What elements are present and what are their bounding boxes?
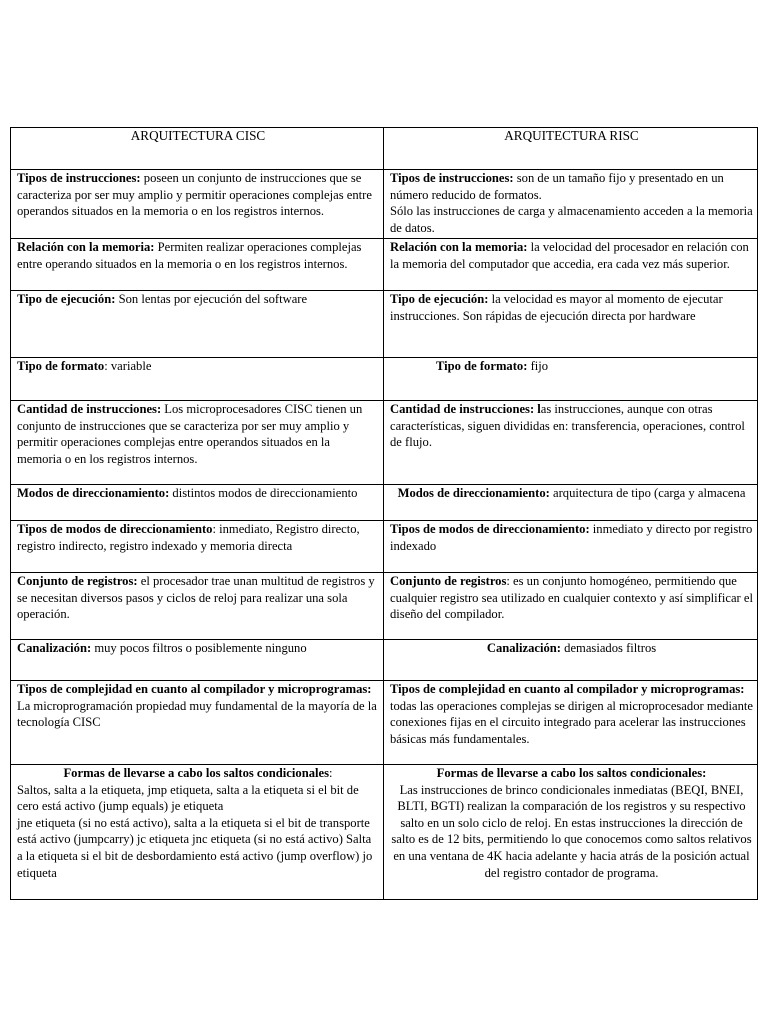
row-text: muy pocos filtros o posiblemente ninguno — [91, 641, 307, 655]
cell-risc — [384, 401, 758, 485]
cell-cisc — [11, 640, 384, 681]
cell-risc — [384, 765, 758, 900]
cell-risc — [384, 640, 758, 681]
row-text: Permiten realizar operaciones complejas entre operando situados en la memoria o en los registros internos. — [17, 240, 362, 271]
row-text: : es un conjunto homogéneo, permitiendo que cualquier registro sea utilizado en cualquier contexto y así simplificar el diseño del compilador. — [390, 574, 753, 622]
row-label: Canalización: — [17, 641, 92, 655]
row-text: : variable — [104, 359, 152, 373]
row-label: Tipos de modos de direccionamiento: — [390, 522, 590, 536]
row-label: Tipo de formato — [17, 359, 105, 373]
row-text: arquitectura de tipo (carga y almacena — [549, 486, 746, 500]
cell-cisc — [11, 170, 384, 239]
table-row — [11, 681, 758, 765]
row-label: Tipo de ejecución: — [390, 292, 489, 306]
table-row — [11, 573, 758, 640]
row-label: Tipo de formato: — [436, 359, 528, 373]
row-text: demasiados filtros — [561, 641, 657, 655]
row-text: todas las operaciones complejas se dirigen al microprocesador mediante conexiones fijas en el circuito integrado para acelerar las instrucciones básicas más fundamentales. — [390, 698, 753, 746]
row-label: Tipo de ejecución: — [17, 292, 116, 306]
cell-cisc — [11, 573, 384, 640]
row-text: as instrucciones, aunque con otras características, siguen divididas en: transferencia, operaciones, control de flujo. — [390, 402, 745, 450]
row-text: La microprogramación propiedad muy fundamental de la mayoría de la tecnología CISC — [17, 698, 377, 730]
row-label: Cantidad de instrucciones: l — [390, 402, 541, 416]
table-row — [11, 640, 758, 681]
row-label: Canalización: — [486, 641, 562, 655]
table-row — [11, 239, 758, 291]
row-text: distintos modos de direccionamiento — [169, 486, 358, 500]
cell-cisc — [11, 358, 384, 401]
row-label: Formas de llevarse a cabo los saltos condicionales: — [436, 766, 707, 780]
row-text: Las instrucciones de brinco condicionales inmediatas (BEQI, BNEI, BLTI, BGTI) realizan la comparación de los registros y su respectivo salto en un solo ciclo de reloj. En estas instrucciones la dirección de salto es de 12 bits, permitiendo lo que conocemos como saltos relativos en una ventana de 4K hacia adelante y hacia atrás de la posición actual del registro contador de programa. — [391, 782, 752, 880]
row-label: Tipos de instrucciones: — [17, 171, 141, 185]
cell-cisc — [11, 401, 384, 485]
row-label: Relación con la memoria: — [390, 240, 528, 254]
cell-cisc — [11, 765, 384, 900]
row-label: Conjunto de registros — [390, 574, 507, 588]
row-label: Tipos de modos de direccionamiento — [17, 522, 213, 536]
comparison-table — [10, 127, 758, 900]
table-header-row — [11, 128, 758, 170]
row-text: inmediato y directo por registro indexado — [390, 522, 753, 553]
header-risc: ARQUITECTURA RISC — [384, 128, 758, 170]
row-label: Tipos de complejidad en cuanto al compilador y microprogramas: — [17, 682, 372, 696]
cell-risc — [384, 485, 758, 521]
table-row — [11, 358, 758, 401]
row-label: Modos de direccionamiento: — [397, 486, 550, 500]
cell-risc — [384, 291, 758, 358]
row-label: Conjunto de registros: — [17, 574, 138, 588]
row-label: Relación con la memoria: — [17, 240, 155, 254]
cell-risc — [384, 521, 758, 573]
row-label: Tipos de complejidad en cuanto al compilador y microprogramas: — [390, 682, 745, 696]
table-row — [11, 291, 758, 358]
row-text: son de un tamaño fijo y presentado en un número reducido de formatos. Sólo las instrucciones de carga y almacenamiento acceden a la memoria de datos. — [390, 171, 753, 235]
cell-risc — [384, 358, 758, 401]
table-row — [11, 170, 758, 239]
table-row — [11, 401, 758, 485]
cell-cisc — [11, 239, 384, 291]
row-text: fijo — [527, 359, 549, 373]
table-row — [11, 521, 758, 573]
cell-cisc — [11, 521, 384, 573]
row-text: Los microprocesadores CISC tienen un conjunto de instrucciones que se caracteriza por ser muy amplio y permitir operaciones complejas entre operandos situados en la memoria o en los registros internos. — [17, 402, 363, 466]
row-label — [17, 765, 379, 782]
header-cisc: ARQUITECTURA CISC — [11, 128, 384, 170]
row-label: Modos de direccionamiento: — [17, 486, 170, 500]
cell-cisc — [11, 681, 384, 765]
table-row — [11, 765, 758, 900]
row-text: : inmediato, Registro directo, registro indirecto, registro indexado y memoria directa — [17, 522, 360, 553]
row-text: poseen un conjunto de instrucciones que se caracteriza por ser muy amplio y permitir operaciones complejas entre operandos situados en la memoria o en los registros internos. — [17, 171, 372, 219]
row-label-text: Formas de llevarse a cabo los saltos condicionales — [63, 766, 329, 780]
cell-risc — [384, 573, 758, 640]
cell-risc — [384, 681, 758, 765]
row-text: el procesador trae unan multitud de registros y se necesitan diversos pasos y ciclos de reloj para realizar una sola operación. — [17, 574, 375, 622]
row-text: la velocidad del procesador en relación con la memoria del computador que accedia, era cada vez más superior. — [390, 240, 749, 271]
cell-cisc — [11, 291, 384, 358]
row-text: Son lentas por ejecución del software — [115, 292, 308, 306]
cell-risc — [384, 170, 758, 239]
cell-cisc — [11, 485, 384, 521]
table-row — [11, 485, 758, 521]
row-text: Saltos, salta a la etiqueta, jmp etiqueta, salta a la etiqueta si el bit de cero está activo (jump equals) je etiqueta jne etiqueta (si no está activo), salta a la etiqueta si el bit de transporte está activo (jumpcarry) jc etiqueta jnc etiqueta (si no está activo) Salta a la etiqueta si el bit de desbordamiento está activo (jump overflow) jo etiqueta — [17, 782, 373, 880]
row-text: la velocidad es mayor al momento de ejecutar instrucciones. Son rápidas de ejecución directa por hardware — [390, 292, 723, 323]
row-label-colon: : — [329, 766, 333, 780]
cell-risc — [384, 239, 758, 291]
row-label: Tipos de instrucciones: — [390, 171, 514, 185]
row-label: Cantidad de instrucciones: — [17, 402, 162, 416]
